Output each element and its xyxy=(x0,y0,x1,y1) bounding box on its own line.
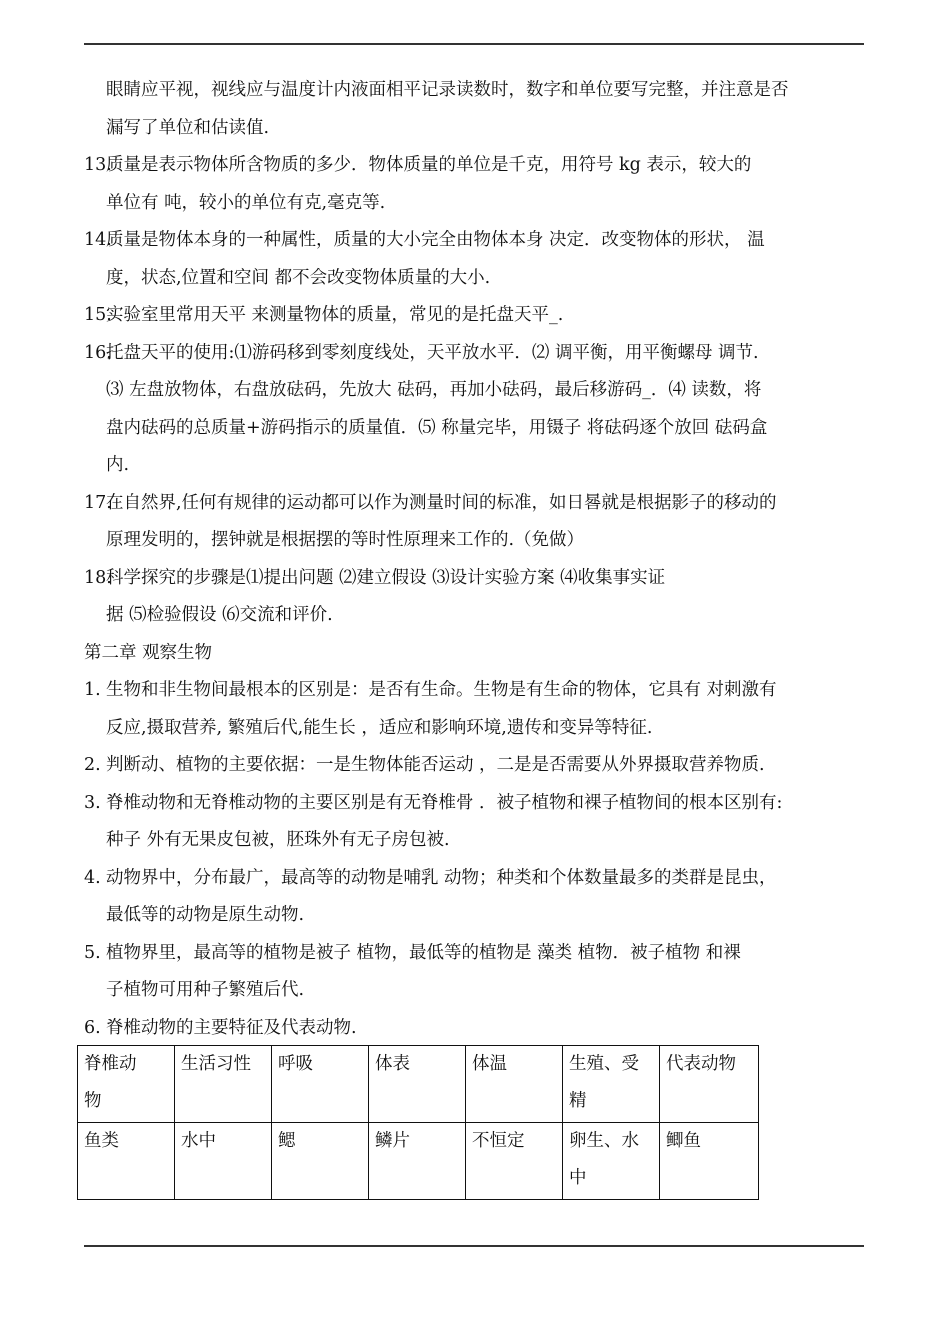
item-line: 反应,摄取营养, 繁殖后代,能生长 ，适应和影响环境,遗传和变异等特征. xyxy=(106,717,653,738)
cell-text: 中 xyxy=(569,1168,587,1188)
numbered-item xyxy=(84,335,874,485)
numbered-item xyxy=(84,672,874,747)
table-cell xyxy=(466,1123,563,1200)
numbered-item xyxy=(84,147,874,222)
item-line: 动物界中，分布最广，最高等的动物是哺乳 动物；种类和个体数量最多的类群是昆虫， xyxy=(106,867,777,888)
item-line: 质量是表示物体所含物质的多少．物体质量的单位是千克，用符号 kg 表示，较大的 xyxy=(106,155,752,175)
item-line: ⑶ 左盘放物体，右盘放砝码，先放大 砝码，再加小砝码，最后移游码_．⑷ 读数，将 xyxy=(106,380,762,400)
cell-text: 精 xyxy=(569,1091,587,1111)
continued-line: 漏写了单位和估读值. xyxy=(106,117,270,138)
document-body xyxy=(84,72,874,1047)
item-list-chapter-1 xyxy=(84,147,874,635)
item-line: 在自然界,任何有规律的运动都可以作为测量时间的标准，如日晷就是根据影子的移动的 xyxy=(106,492,777,513)
table-cell xyxy=(175,1123,272,1200)
item-number: 15. xyxy=(84,305,112,325)
item-list-chapter-2 xyxy=(84,672,874,1047)
cell-text: 鲫鱼 xyxy=(666,1131,701,1151)
item-number: 1. xyxy=(84,680,101,700)
numbered-item xyxy=(84,222,874,297)
cell-text: 体表 xyxy=(375,1054,410,1074)
table-cell xyxy=(660,1046,759,1123)
item-line: 原理发明的，摆钟就是根据摆的等时性原理来工作的.（免做） xyxy=(106,530,585,550)
item-number: 14. xyxy=(84,230,112,250)
numbered-item xyxy=(84,860,874,935)
item-line: 种子 外有无果皮包被，胚珠外有无子房包被. xyxy=(106,830,450,850)
item-line: 单位有 吨，较小的单位有克,毫克等. xyxy=(106,192,386,213)
item-number: 18. xyxy=(84,567,112,588)
table-cell xyxy=(272,1046,369,1123)
cell-text: 卵生、水 xyxy=(569,1131,639,1151)
numbered-item xyxy=(84,560,874,635)
item-number: 16. xyxy=(84,342,112,363)
item-number: 2. xyxy=(84,755,101,775)
item-line: 质量是物体本身的一种属性，质量的大小完全由物体本身 决定．改变物体的形状， 温 xyxy=(106,230,765,250)
cell-text: 生活习性 xyxy=(181,1054,251,1074)
item-line: 脊椎动物和无脊椎动物的主要区别是有无脊椎骨 ．被子植物和裸子植物间的根本区别有: xyxy=(106,792,783,813)
cell-text: 鳞片 xyxy=(375,1131,410,1151)
cell-text: 不恒定 xyxy=(472,1131,525,1151)
item-line: 科学探究的步骤是⑴提出问题 ⑵建立假设 ⑶设计实验方案 ⑷收集事实证 xyxy=(106,567,666,588)
item-number: 13. xyxy=(84,155,112,175)
header-rule xyxy=(84,43,864,45)
table-cell xyxy=(78,1046,175,1123)
table-cell xyxy=(563,1123,660,1200)
item-line: 内. xyxy=(106,455,130,475)
numbered-item xyxy=(84,297,874,335)
cell-text: 鱼类 xyxy=(84,1131,119,1151)
cell-text: 体温 xyxy=(472,1054,507,1074)
numbered-item xyxy=(84,785,874,860)
cell-text: 代表动物 xyxy=(666,1054,736,1074)
item-number: 3. xyxy=(84,792,101,813)
table-cell xyxy=(660,1123,759,1200)
continued-line: 眼睛应平视，视线应与温度计内液面相平记录读数时，数字和单位要写完整，并注意是否 xyxy=(106,80,789,100)
item-number: 17. xyxy=(84,492,112,513)
table-cell xyxy=(175,1046,272,1123)
cell-text: 物 xyxy=(84,1091,102,1111)
item-line: 判断动、植物的主要依据：一是生物体能否运动 ，二是是否需要从外界摄取营养物质. xyxy=(106,755,765,775)
item-line: 托盘天平的使用:⑴游码移到零刻度线处，天平放水平．⑵ 调平衡，用平衡螺母 调节. xyxy=(106,342,759,363)
item-line: 子植物可用种子繁殖后代. xyxy=(106,980,305,1000)
item-line: 生物和非生物间最根本的区别是：是否有生命。生物是有生命的物体，它具有 对刺激有 xyxy=(106,680,777,700)
item-line: 脊椎动物的主要特征及代表动物. xyxy=(106,1017,357,1038)
table-header-row xyxy=(78,1046,759,1123)
item-line: 植物界里，最高等的植物是被子 植物，最低等的植物是 藻类 植物．被子植物 和裸 xyxy=(106,942,741,963)
table-cell xyxy=(369,1046,466,1123)
numbered-item xyxy=(84,747,874,785)
item-number: 6. xyxy=(84,1017,101,1038)
item-line: 最低等的动物是原生动物. xyxy=(106,905,305,925)
table-cell xyxy=(369,1123,466,1200)
numbered-item xyxy=(84,485,874,560)
table-cell xyxy=(466,1046,563,1123)
chapter-heading: 第二章 观察生物 xyxy=(84,642,213,663)
numbered-item xyxy=(84,1010,874,1048)
cell-text: 脊椎动 xyxy=(84,1054,137,1074)
item-line: 实验室里常用天平 来测量物体的质量，常见的是托盘天平_. xyxy=(106,305,564,325)
footer-rule xyxy=(84,1245,864,1247)
table-row xyxy=(78,1123,759,1200)
table-cell xyxy=(78,1123,175,1200)
item-line: 盘内砝码的总质量+游码指示的质量值．⑸ 称量完毕，用镊子 将砝码逐个放回 砝码盒 xyxy=(106,417,768,438)
item-number: 4. xyxy=(84,867,101,888)
cell-text: 鳃 xyxy=(278,1131,296,1151)
cell-text: 水中 xyxy=(181,1131,216,1151)
table-cell xyxy=(272,1123,369,1200)
item-line: 度，状态,位置和空间 都不会改变物体质量的大小. xyxy=(106,267,491,288)
item-line: 据 ⑸检验假设 ⑹交流和评价. xyxy=(106,605,333,625)
numbered-item xyxy=(84,935,874,1010)
item-number: 5. xyxy=(84,942,101,963)
cell-text: 呼吸 xyxy=(278,1054,313,1074)
vertebrate-table xyxy=(77,1045,759,1200)
table-cell xyxy=(563,1046,660,1123)
cell-text: 生殖、受 xyxy=(569,1054,639,1074)
